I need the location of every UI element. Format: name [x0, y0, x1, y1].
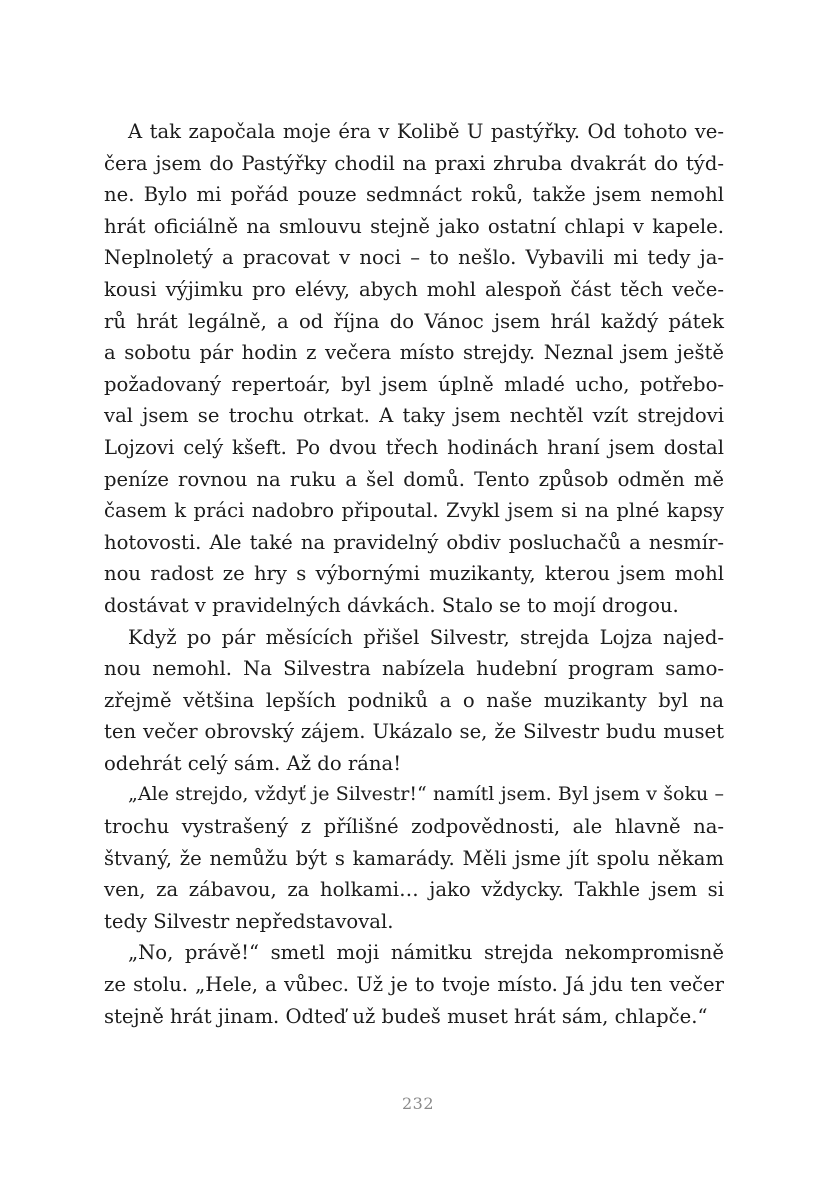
body-text	[104, 116, 724, 1032]
text-line: trochu vystrašený z přílišné zodpovědnosti, ale hlavně na-	[104, 815, 724, 839]
paragraph-2	[104, 622, 724, 780]
text-line: A tak započala moje éra v Kolibě U pastýřky. Od tohoto ve-	[128, 120, 724, 143]
text-line: Neplnoletý a pracovat v noci – to nešlo. Vybavili mi tedy ja-	[104, 246, 724, 270]
text-line: Když po pár měsících přišel Silvestr, strejda Lojza najed-	[128, 625, 724, 649]
text-line: hotovosti. Ale také na pravidelný obdiv posluchačů a nesmír-	[104, 530, 724, 554]
text-line: rů hrát legálně, a od října do Vánoc jsem hrál každý pátek	[104, 309, 724, 333]
text-line: ze stolu. „Hele, a vůbec. Už je to tvoje místo. Já jdu ten večer	[104, 973, 724, 997]
text-line: ten večer obrovský zájem. Ukázalo se, že Silvestr budu muset	[104, 720, 724, 744]
text-line: štvaný, že nemůžu být s kamarády. Měli jsme jít spolu někam	[104, 846, 724, 870]
text-line: tedy Silvestr nepředstavoval.	[104, 909, 394, 933]
text-line: nou nemohl. Na Silvestra nabízela hudební program samo-	[104, 657, 724, 681]
paragraph-1	[104, 116, 724, 622]
text-line: Lojzovi celý kšeft. Po dvou třech hodinách hraní jsem dostal	[104, 435, 724, 459]
text-line: „No, právě!“ smetl moji námitku strejda nekompromisně	[128, 941, 724, 965]
text-line: stejně hrát jinam. Odteď už budeš muset hrát sám, chlapče.“	[104, 1004, 708, 1028]
paragraph-4	[104, 937, 724, 1032]
text-line: val jsem se trochu otrkat. A taky jsem nechtěl vzít strejdovi	[104, 404, 724, 428]
text-line: odehrát celý sám. Až do rána!	[104, 751, 402, 775]
text-line: ven, za zábavou, za holkami… jako vždycky. Takhle jsem si	[104, 878, 724, 902]
page-number: 232	[401, 1094, 435, 1113]
text-line: zřejmě většina lepších podniků a o naše muzikanty byl na	[104, 688, 724, 712]
text-line: hrát oficiálně na smlouvu stejně jako ostatní chlapi v kapele.	[104, 214, 724, 238]
text-line: „Ale strejdo, vždyť je Silvestr!“ namítl jsem. Byl jsem v šoku –	[128, 783, 724, 806]
text-line: časem k práci nadobro připoutal. Zvykl jsem si na plné kapsy	[104, 499, 724, 523]
text-line: požadovaný repertoár, byl jsem úplně mladé ucho, potřebo-	[104, 372, 724, 396]
text-line: čera jsem do Pastýřky chodil na praxi zhruba dvakrát do týd-	[104, 151, 724, 175]
text-line: a sobotu pár hodin z večera místo strejdy. Neznal jsem ještě	[104, 341, 724, 365]
paragraph-3	[104, 779, 724, 937]
text-line: peníze rovnou na ruku a šel domů. Tento způsob odměn mě	[104, 467, 724, 491]
text-line: nou radost ze hry s výbornými muzikanty, kterou jsem mohl	[104, 562, 724, 586]
text-line: dostávat v pravidelných dávkách. Stalo se to mojí drogou.	[104, 593, 679, 617]
text-line: kousi výjimku pro elévy, abych mohl alespoň část těch veče-	[104, 277, 724, 301]
text-line: ne. Bylo mi pořád pouze sedmnáct roků, takže jsem nemohl	[104, 183, 724, 207]
